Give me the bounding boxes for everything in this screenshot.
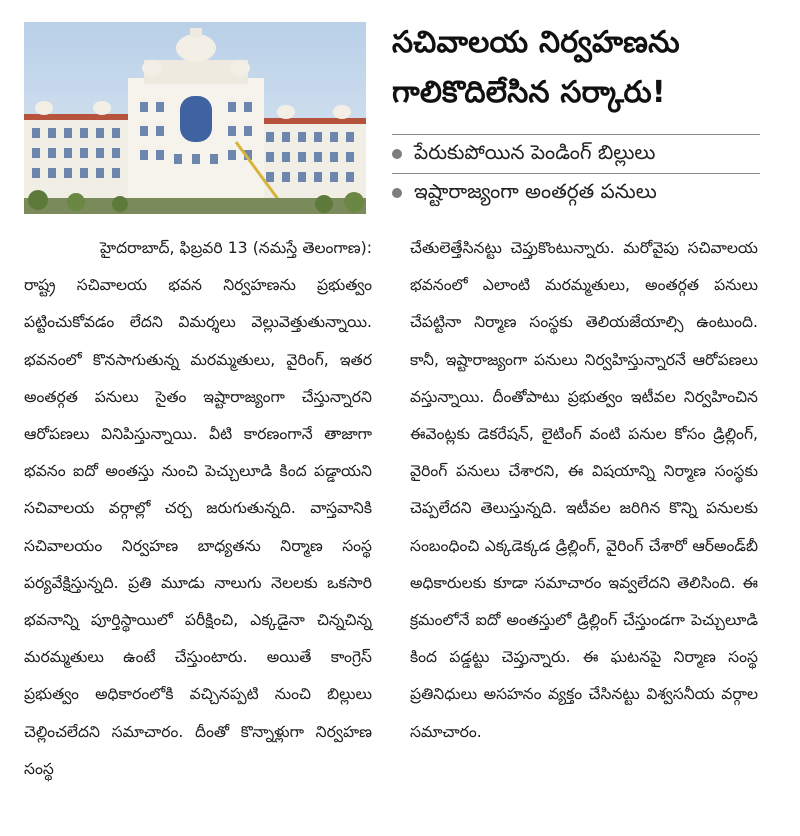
subheadline-bullets	[392, 134, 762, 212]
building-illustration	[24, 22, 366, 214]
article-paragraph: హైదరాబాద్, ఫిబ్రవరి 13 (నమస్తే తెలంగాణ): రాష్ట్ర సచివాలయ భవన నిర్వహణను ప్రభుత్వం పట్టించుకోవడం లేదని విమర్శలు వెల్లువెత్తుతున్నాయి. భవనంలో కొనసాగుతున్న మరమ్మతులు, వైరింగ్, ఇతర అంతర్గత పనులు సైతం ఇష్టారాజ్యంగా చేస్తున్నారని ఆరోపణలు వినిపిస్తున్నాయి. వీటి కారణంగానే తాజాగా భవనం ఐదో అంతస్తు నుంచి పెచ్చులూడి కింద పడ్డాయని సచివాలయ వర్గాల్లో చర్చ జరుగుతున్నది. వాస్తవానికి సచివాలయం నిర్వహణ బాధ్యతను నిర్మాణ సంస్థ పర్యవేక్షిస్తున్నది. ప్రతి మూడు నాలుగు నెలలకు ఒకసారి భవనాన్ని పూర్తిస్థాయిలో పరీక్షించి, ఎక్కడైనా చిన్నచిన్న మరమ్మతులు ఉంటే చేస్తుంటారు. అయితే కాంగ్రెస్ ప్రభుత్వం అధికారంలోకి వచ్చినప్పటి నుంచి బిల్లులు చెల్లించలేదని సమాచారం. దీంతో కొన్నాళ్లుగా నిర్వహణ సంస్థ	[24, 239, 372, 778]
bullet-text: ఇష్టారాజ్యంగా అంతర్గత పనులు	[414, 178, 657, 203]
headline-line-2: గాలికొదిలేసిన సర్కారు!	[392, 75, 666, 110]
secretariat-building-photo	[24, 22, 366, 214]
bullet-item	[392, 135, 762, 173]
article-paragraph: చేతులెత్తేసినట్టు చెప్తుకొంటున్నారు. మరోవైపు సచివాలయ భవనంలో ఎలాంటి మరమ్మతులు, అంతర్గత పనులు చేపట్టినా నిర్మాణ సంస్థకు తెలియజేయాల్సి ఉంటుంది. కానీ, ఇష్టారాజ్యంగా పనులు నిర్వహిస్తున్నారనే ఆరోపణలు వస్తున్నాయి. దీంతోపాటు ప్రభుత్వం ఇటీవల నిర్వహించిన ఈవెంట్లకు డెకరేషన్, లైటింగ్ వంటి పనుల కోసం డ్రిల్లింగ్, వైరింగ్ పనులు చేశారని, ఈ విషయాన్ని నిర్మాణ సంస్థకు చెప్పలేదని తెలుస్తున్నది. ఇటీవల జరిగిన కొన్ని పనులకు సంబంధించి ఎక్కడెక్కడ డ్రిల్లింగ్, వైరింగ్ చేశారో ఆర్‌అండ్‌బీ అధికారులకు కూడా సమాచారం ఇవ్వలేదని తెలిసింది. ఈ క్రమంలోనే ఐదో అంతస్తులో డ్రిల్లింగ్ చేస్తుండగా పెచ్చులూడి కింద పడ్డట్టు చెప్తున్నారు. ఈ ఘటనపై నిర్మాణ సంస్థ ప్రతినిధులు అసహనం వ్యక్తం చేసినట్టు విశ్వసనీయ వర్గాల సమాచారం.	[410, 239, 758, 741]
bullet-item	[392, 174, 762, 212]
bullet-dot-icon	[392, 188, 402, 198]
article-headline	[392, 18, 778, 118]
bullet-dot-icon	[392, 149, 402, 159]
article-body-right-column	[410, 230, 758, 751]
bullet-text: పేరుకుపోయిన పెండింగ్ బిల్లులు	[414, 139, 656, 164]
article-body-left-column	[24, 230, 372, 788]
headline-line-1: సచివాలయ నిర్వహణను	[392, 25, 680, 60]
